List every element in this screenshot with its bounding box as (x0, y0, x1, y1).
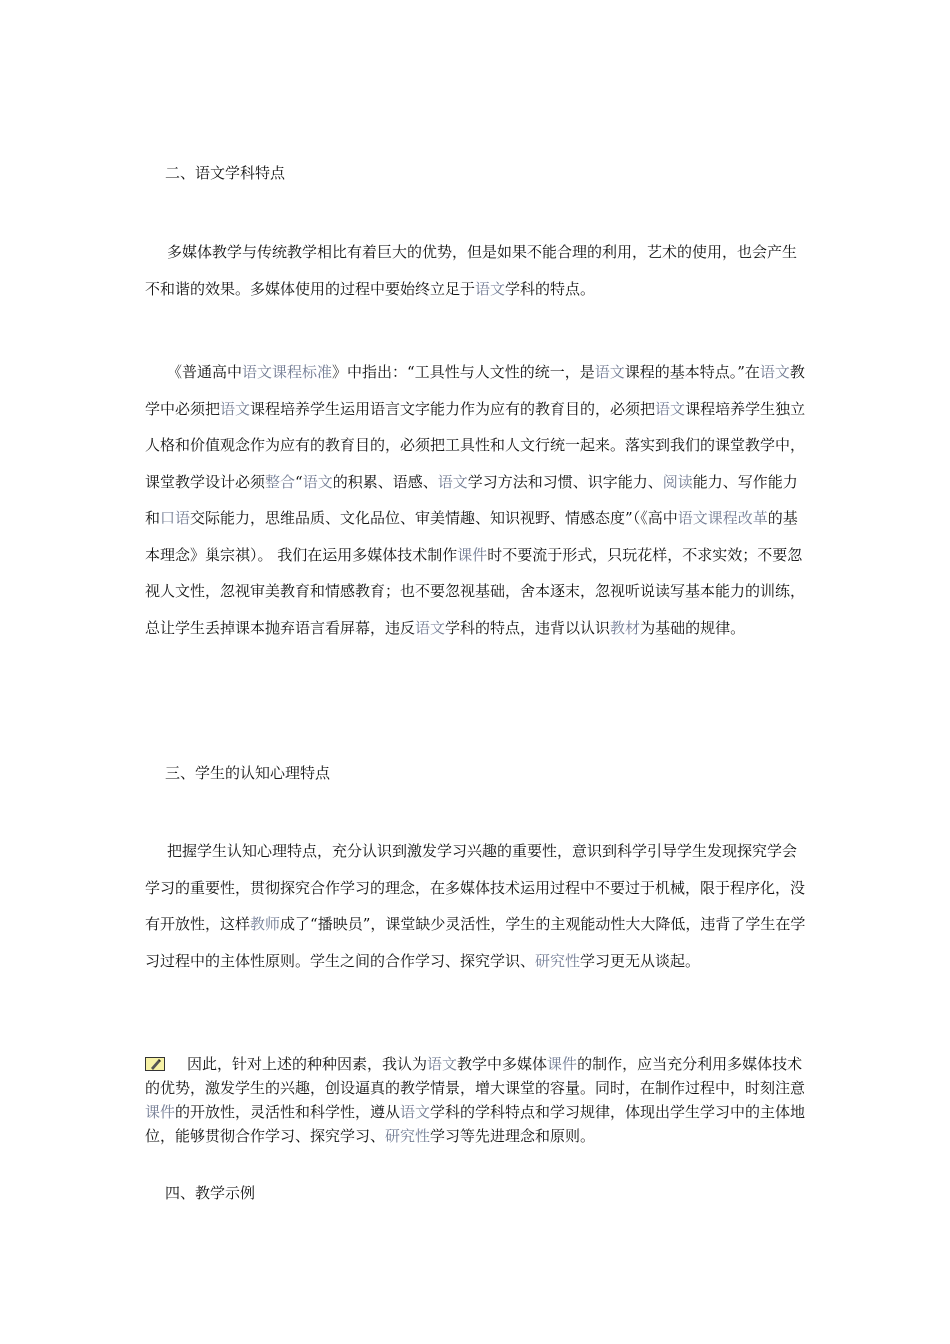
section-heading-2: 二、语文学科特点 (165, 164, 286, 182)
body-text: 课程培养学生独立人格和价值观念作为应有的教育目的，必须把工具性和人文行统一起来。落实到我们的课堂教学中，课堂教学设计必须 (145, 399, 806, 491)
keyword-link-text: 课件 (457, 545, 488, 564)
body-text: 教学中必须把 (145, 363, 805, 418)
body-text: 的基本理念》巢宗祺）。 我们在运用多媒体技术制作 (145, 509, 798, 564)
keyword-link-text: 语文 (475, 279, 506, 298)
body-text: 学科的特点。 (505, 279, 596, 298)
pencil-note-icon (145, 1057, 165, 1071)
keyword-link-text: 语文 (655, 399, 686, 418)
body-text: 的开放性，灵活性和科学性，遵从 (175, 1103, 401, 1121)
keyword-link-text: 语文课程标准 (242, 363, 333, 381)
keyword-link-text: 教师 (250, 915, 281, 933)
body-text: 学科的特点，违背以认识 (445, 618, 611, 637)
body-text: 时不要流于形式，只玩花样，不求实效；不要忽视人文性，忽视审美教育和情感教育；也不要忽视基础，舍本逐末，忽视听说读写基本能力的训练，总让学生丢掉课本抛弃语言看屏幕，违反 (145, 545, 806, 637)
keyword-link-text: 阅读 (662, 472, 693, 491)
body-text: 为基础的规律。 (640, 618, 746, 637)
keyword-link-text: 语文 (759, 363, 790, 381)
body-text: 教学中多媒体 (457, 1055, 548, 1073)
keyword-link-text: 语文 (427, 1055, 458, 1073)
body-text: 课程的基本特点。”在 (624, 363, 760, 381)
body-text: 》中指出：“工具性与人文性的统一，是 (332, 363, 595, 381)
keyword-link-text: 教材 (610, 618, 641, 637)
body-text: 把握学生认知心理特点，充分认识到激发学习兴趣的重要性，意识到科学引导学生发现探究学会学习的重要性，贯彻探究合作学习的理念，在多媒体技术运用过程中不要过于机械，限于程序化，没有开放性，这样 (145, 842, 806, 933)
paragraph-2-text (145, 363, 805, 637)
body-text: 学科的学科特点和学习规律，体现出学生学习中的主体地位，能够贯彻合作学习、探究学习、 (145, 1103, 806, 1145)
body-text: 学习方法和习惯、识字能力、 (467, 472, 663, 491)
keyword-link-text: 整合 (265, 472, 296, 491)
section-heading-4: 四、教学示例 (165, 1184, 256, 1202)
body-text: 多媒体教学与传统教学相比有着巨大的优势，但是如果不能合理的利用，艺术的使用，也会产生不和谐的效果。多媒体使用的过程中要始终立足于 (145, 243, 798, 298)
paragraph-3 (145, 833, 807, 979)
body-text: 《普通高中 (167, 363, 243, 381)
keyword-link-text: 语文 (594, 363, 625, 381)
paragraph-4 (145, 1052, 807, 1148)
keyword-link-text: 研究性 (535, 951, 581, 970)
body-text: 成了“播映员”，课堂缺少灵活性，学生的主观能动性大大降低，违背了学生在学习过程中的主体性原则。学生之间的合作学习、探究学识、 (145, 915, 806, 970)
body-text: 课程培养学生运用语言文字能力作为应有的教育目的，必须把 (250, 399, 656, 418)
body-text: 因此，针对上述的种种因素，我认为 (187, 1055, 428, 1073)
body-text: “ (295, 472, 303, 491)
keyword-link-text: 语文 (302, 472, 333, 491)
paragraph-4-text (145, 1055, 805, 1145)
body-text: 学习等先进理念和原则。 (430, 1127, 596, 1145)
keyword-link-text: 口语 (160, 509, 191, 527)
keyword-link-text: 语文课程改革 (677, 509, 768, 527)
keyword-link-text: 课件 (547, 1055, 578, 1073)
keyword-link-text: 研究性 (385, 1127, 431, 1145)
body-text: 交际能力，思维品质、文化品位、审美情趣、知识视野、情感态度”（《高中 (190, 509, 678, 527)
keyword-link-text: 语文 (220, 399, 251, 418)
body-text: 学习更无从谈起。 (580, 951, 701, 970)
body-text: 能力、写作能力和 (145, 472, 798, 527)
section-heading-3: 三、学生的认知心理特点 (165, 764, 331, 782)
paragraph-3-text (145, 842, 805, 970)
body-text: 的积累、语感、 (332, 472, 438, 491)
body-text: 的制作，应当充分利用多媒体技术的优势，激发学生的兴趣，创设逼真的教学情景，增大课堂的容量。同时，在制作过程中，时刻注意 (145, 1055, 806, 1097)
keyword-link-text: 语文 (400, 1103, 431, 1121)
keyword-link-text: 课件 (145, 1103, 176, 1121)
keyword-link-text: 语文 (437, 472, 468, 491)
keyword-link-text: 语文 (415, 618, 446, 637)
paragraph-1 (145, 234, 807, 307)
paragraph-2 (145, 354, 807, 646)
paragraph-1-text (145, 243, 797, 298)
